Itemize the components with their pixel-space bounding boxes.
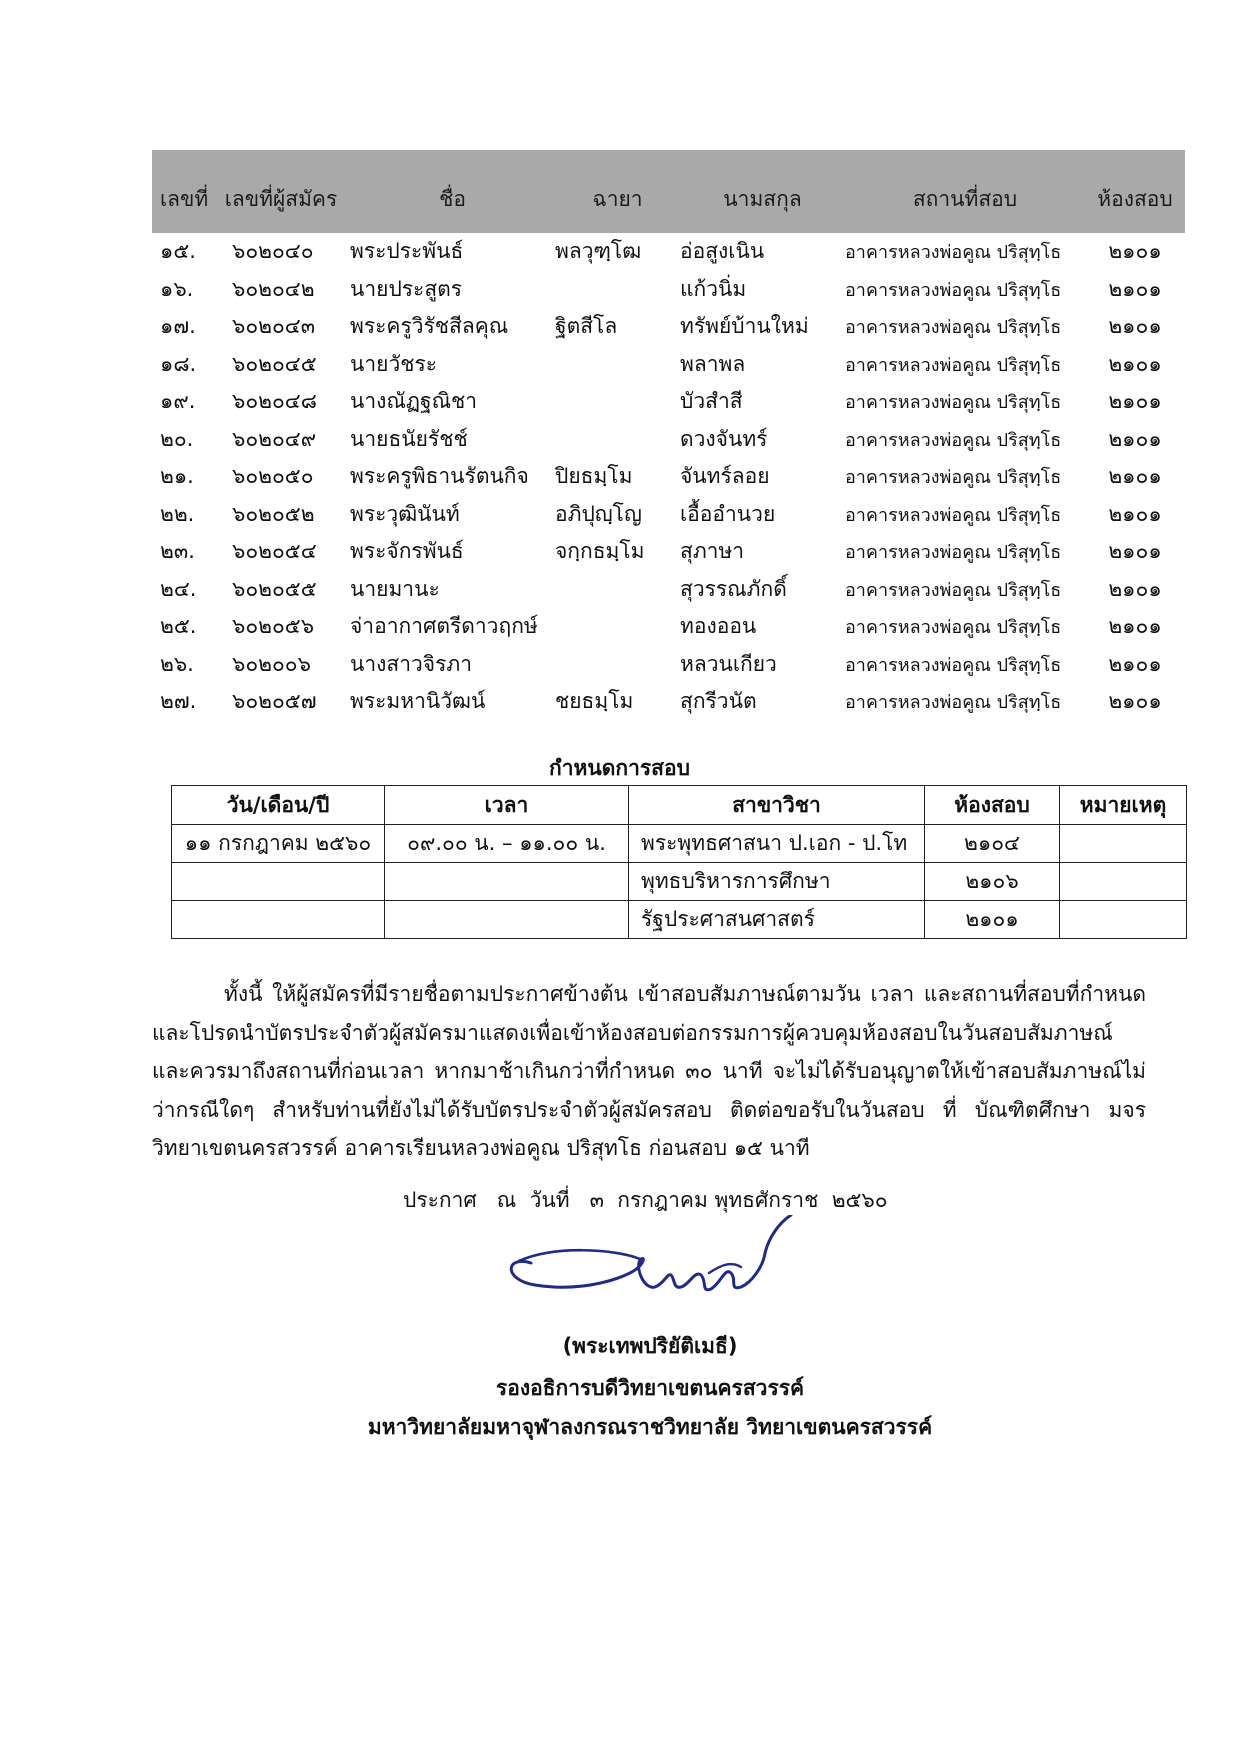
cell-alias: ฐิตสีโล — [555, 314, 618, 339]
cell-id: ๖๐๒๐๐๖ — [232, 651, 311, 676]
cell-id: ๖๐๒๐๕๕ — [232, 576, 317, 601]
cell-name: จ่าอากาศตรีดาวฤกษ์ — [350, 614, 538, 639]
cell-room: ๒๑๐๑ — [1108, 351, 1162, 376]
schedule-header-remark: หมายเหตุ — [1060, 786, 1187, 825]
table-row — [152, 608, 1185, 646]
schedule-cell-remark — [1060, 863, 1187, 901]
header-room: ห้องสอบ — [1085, 150, 1185, 233]
cell-name: พระครูวิรัชสีลคุณ — [350, 314, 509, 339]
cell-name: พระวุฒินันท์ — [350, 501, 460, 526]
cell-no: ๒๓. — [160, 539, 195, 564]
header-surname: นามสกุล — [680, 150, 845, 233]
header-venue: สถานที่สอบ — [845, 150, 1085, 233]
schedule-title: กำหนดการสอบ — [549, 756, 690, 780]
cell-room: ๒๑๐๑ — [1108, 276, 1162, 301]
cell-no: ๒๖. — [160, 651, 194, 676]
schedule-cell-room: ๒๑๐๖ — [925, 863, 1060, 901]
cell-id: ๖๐๒๐๔๓ — [232, 314, 316, 339]
cell-venue: อาคารหลวงพ่อคูณ ปริสุทฺโธ — [845, 279, 1062, 301]
cell-no: ๑๙. — [160, 389, 196, 414]
cell-alias — [555, 346, 680, 384]
cell-venue: อาคารหลวงพ่อคูณ ปริสุทฺโธ — [845, 542, 1062, 564]
signature-image — [495, 1215, 805, 1325]
cell-no: ๒๒. — [160, 501, 195, 526]
cell-no: ๑๗. — [160, 314, 196, 339]
cell-venue: อาคารหลวงพ่อคูณ ปริสุทฺโธ — [845, 617, 1062, 639]
header-no: เลขที่ — [152, 150, 212, 233]
table-row — [152, 646, 1185, 684]
cell-id: ๖๐๒๐๔๒ — [232, 276, 315, 301]
cell-venue: อาคารหลวงพ่อคูณ ปริสุทฺโธ — [845, 692, 1062, 714]
header-name: ชื่อ — [350, 150, 555, 233]
schedule-cell-date — [172, 863, 385, 901]
cell-alias: ชยธมฺโม — [555, 689, 634, 714]
cell-venue: อาคารหลวงพ่อคูณ ปริสุทฺโธ — [845, 654, 1062, 676]
cell-surname: สุวรรณภักดิ์ — [680, 576, 787, 601]
schedule-cell-subject: พุทธบริหารการศึกษา — [629, 863, 925, 901]
instructions-paragraph: ทั้งนี้ ให้ผู้สมัครที่มีรายชื่อตามประกาศข้างต้น เข้าสอบสัมภาษณ์ตามวัน เวลา และสถานที่สอบที่กำหนด และโปรดนำบัตรประจำตัวผู้สมัครมาแสดงเพื่อเข้าห้องสอบต่อกรรมการผู้ควบคุมห้องสอบในวันสอบสัมภาษณ์ และควรมาถึงสถานที่ก่อนเวลา หากมาช้าเกินกว่าที่กำหนด ๓๐ นาที จะไม่ได้รับอนุญาตให้เข้าสอบสัมภาษณ์ไม่ว่ากรณีใดๆ สำหรับท่านที่ยังไม่ได้รับบัตรประจำตัวผู้สมัครสอบ ติดต่อขอรับในวันสอบ ที่ บัณฑิตศึกษา มจร วิทยาเขตนครสวรรค์ อาคารเรียนหลวงพ่อคูณ ปริสุทโธ ก่อนสอบ ๑๕ นาที — [152, 982, 1146, 1160]
schedule-cell-room: ๒๑๐๑ — [925, 901, 1060, 939]
cell-name: นายวัชระ — [350, 351, 438, 376]
cell-venue: อาคารหลวงพ่อคูณ ปริสุทฺโธ — [845, 242, 1062, 264]
schedule-table — [171, 785, 1187, 939]
schedule-cell-time: ๐๙.๐๐ น. – ๑๑.๐๐ น. — [385, 825, 629, 863]
cell-surname: แก้วนิ่ม — [680, 276, 747, 301]
candidate-table-header — [152, 150, 1185, 233]
cell-room: ๒๑๐๑ — [1108, 539, 1162, 564]
cell-alias: ปิยธมฺโม — [555, 464, 633, 489]
schedule-header-subject: สาขาวิชา — [629, 786, 925, 825]
schedule-cell-room: ๒๑๐๔ — [925, 825, 1060, 863]
cell-alias — [555, 383, 680, 421]
schedule-header-room: ห้องสอบ — [925, 786, 1060, 825]
cell-alias: พลวุฑฺโฒ — [555, 239, 642, 264]
cell-id: ๖๐๒๐๕๐ — [232, 464, 314, 489]
schedule-cell-remark — [1060, 901, 1187, 939]
cell-no: ๒๔. — [160, 576, 197, 601]
cell-alias — [555, 271, 680, 309]
cell-room: ๒๑๐๑ — [1108, 501, 1162, 526]
cell-room: ๒๑๐๑ — [1108, 614, 1162, 639]
cell-id: ๖๐๒๐๔๐ — [232, 239, 314, 264]
cell-surname: บัวสำสี — [680, 389, 743, 414]
announcement-date: ประกาศ ณ วันที่ ๓ กรกฎาคม พุทธศักราช ๒๕๖๐ — [403, 1188, 888, 1212]
cell-no: ๒๐. — [160, 426, 194, 451]
cell-name: นางสาวจิรภา — [350, 651, 473, 676]
cell-alias — [555, 421, 680, 459]
table-row — [152, 233, 1185, 271]
table-row — [152, 271, 1185, 309]
cell-id: ๖๐๒๐๔๘ — [232, 389, 317, 414]
table-row — [152, 683, 1185, 721]
header-alias: ฉายา — [555, 150, 680, 233]
schedule-row — [172, 825, 1187, 863]
cell-id: ๖๐๒๐๕๒ — [232, 501, 315, 526]
schedule-body — [172, 825, 1187, 939]
cell-room: ๒๑๐๑ — [1108, 389, 1162, 414]
cell-room: ๒๑๐๑ — [1108, 239, 1162, 264]
cell-alias — [555, 646, 680, 684]
cell-alias: อภิปุญฺโญ — [555, 501, 642, 526]
schedule-header — [172, 786, 1187, 825]
cell-room: ๒๑๐๑ — [1108, 464, 1162, 489]
table-row — [152, 308, 1185, 346]
cell-no: ๑๕. — [160, 239, 196, 264]
table-row — [152, 533, 1185, 571]
cell-venue: อาคารหลวงพ่อคูณ ปริสุทฺโธ — [845, 467, 1062, 489]
cell-surname: ทองออน — [680, 614, 757, 639]
cell-surname: อ่อสูงเนิน — [680, 239, 765, 264]
schedule-cell-remark — [1060, 825, 1187, 863]
candidate-table-body — [152, 233, 1185, 721]
schedule-cell-time — [385, 901, 629, 939]
cell-venue: อาคารหลวงพ่อคูณ ปริสุทฺโธ — [845, 504, 1062, 526]
header-applicant-id: เลขที่ผู้สมัคร — [212, 150, 350, 233]
schedule-row — [172, 863, 1187, 901]
cell-id: ๖๐๒๐๕๗ — [232, 689, 317, 714]
cell-room: ๒๑๐๑ — [1108, 426, 1162, 451]
cell-alias — [555, 608, 680, 646]
cell-alias — [555, 571, 680, 609]
cell-venue: อาคารหลวงพ่อคูณ ปริสุทฺโธ — [845, 429, 1062, 451]
table-row — [152, 458, 1185, 496]
cell-venue: อาคารหลวงพ่อคูณ ปริสุทฺโธ — [845, 579, 1062, 601]
schedule-cell-time — [385, 863, 629, 901]
candidate-table — [152, 150, 1185, 721]
cell-no: ๒๑. — [160, 464, 194, 489]
schedule-cell-date: ๑๑ กรกฎาคม ๒๕๖๐ — [172, 825, 385, 863]
signatory-organization: มหาวิทยาลัยมหาจุฬาลงกรณราชวิทยาลัย วิทยาเขตนครสวรรค์ — [367, 1415, 933, 1439]
schedule-cell-date — [172, 901, 385, 939]
cell-surname: พลาพล — [680, 351, 746, 376]
cell-id: ๖๐๒๐๔๙ — [232, 426, 317, 451]
cell-surname: สุกรีวนัต — [680, 689, 757, 714]
cell-name: พระมหานิวัฒน์ — [350, 689, 486, 714]
table-row — [152, 421, 1185, 459]
schedule-cell-subject: พระพุทธศาสนา ป.เอก - ป.โท — [629, 825, 925, 863]
schedule-header-date: วัน/เดือน/ปี — [172, 786, 385, 825]
cell-venue: อาคารหลวงพ่อคูณ ปริสุทฺโธ — [845, 392, 1062, 414]
table-row — [152, 346, 1185, 384]
cell-name: พระประพันธ์ — [350, 239, 464, 264]
cell-venue: อาคารหลวงพ่อคูณ ปริสุทฺโธ — [845, 317, 1062, 339]
table-row — [152, 571, 1185, 609]
cell-no: ๑๖. — [160, 276, 194, 301]
signatory-name: (พระเทพปริยัติเมธี) — [562, 1334, 738, 1358]
cell-surname: สุภาษา — [680, 539, 745, 564]
cell-name: นายประสูตร — [350, 276, 463, 301]
table-row — [152, 496, 1185, 534]
cell-id: ๖๐๒๐๔๕ — [232, 351, 317, 376]
cell-surname: หลวนเกียว — [680, 651, 777, 676]
cell-alias: จกฺกธมฺโม — [555, 539, 645, 564]
cell-room: ๒๑๐๑ — [1108, 651, 1162, 676]
schedule-row — [172, 901, 1187, 939]
cell-surname: ดวงจันทร์ — [680, 426, 768, 451]
cell-name: พระครูพิธานรัตนกิจ — [350, 464, 529, 489]
cell-name: พระจักรพันธ์ — [350, 539, 464, 564]
cell-no: ๒๕. — [160, 614, 197, 639]
cell-room: ๒๑๐๑ — [1108, 689, 1162, 714]
cell-surname: จันทร์ลอย — [680, 464, 770, 489]
cell-room: ๒๑๐๑ — [1108, 314, 1162, 339]
schedule-header-time: เวลา — [385, 786, 629, 825]
cell-no: ๒๗. — [160, 689, 197, 714]
schedule-cell-subject: รัฐประศาสนศาสตร์ — [629, 901, 925, 939]
cell-name: นายมานะ — [350, 576, 440, 601]
cell-name: นายธนัยรัชช์ — [350, 426, 468, 451]
cell-no: ๑๘. — [160, 351, 197, 376]
cell-id: ๖๐๒๐๕๖ — [232, 614, 315, 639]
table-row — [152, 383, 1185, 421]
signatory-position: รองอธิการบดีวิทยาเขตนครสวรรค์ — [495, 1376, 805, 1400]
cell-name: นางณัฏฐณิชา — [350, 389, 478, 414]
cell-surname: ทรัพย์บ้านใหม่ — [680, 314, 809, 339]
cell-surname: เอื้ออำนวย — [680, 501, 776, 526]
cell-venue: อาคารหลวงพ่อคูณ ปริสุทฺโธ — [845, 354, 1062, 376]
cell-id: ๖๐๒๐๕๔ — [232, 539, 317, 564]
cell-room: ๒๑๐๑ — [1108, 576, 1162, 601]
